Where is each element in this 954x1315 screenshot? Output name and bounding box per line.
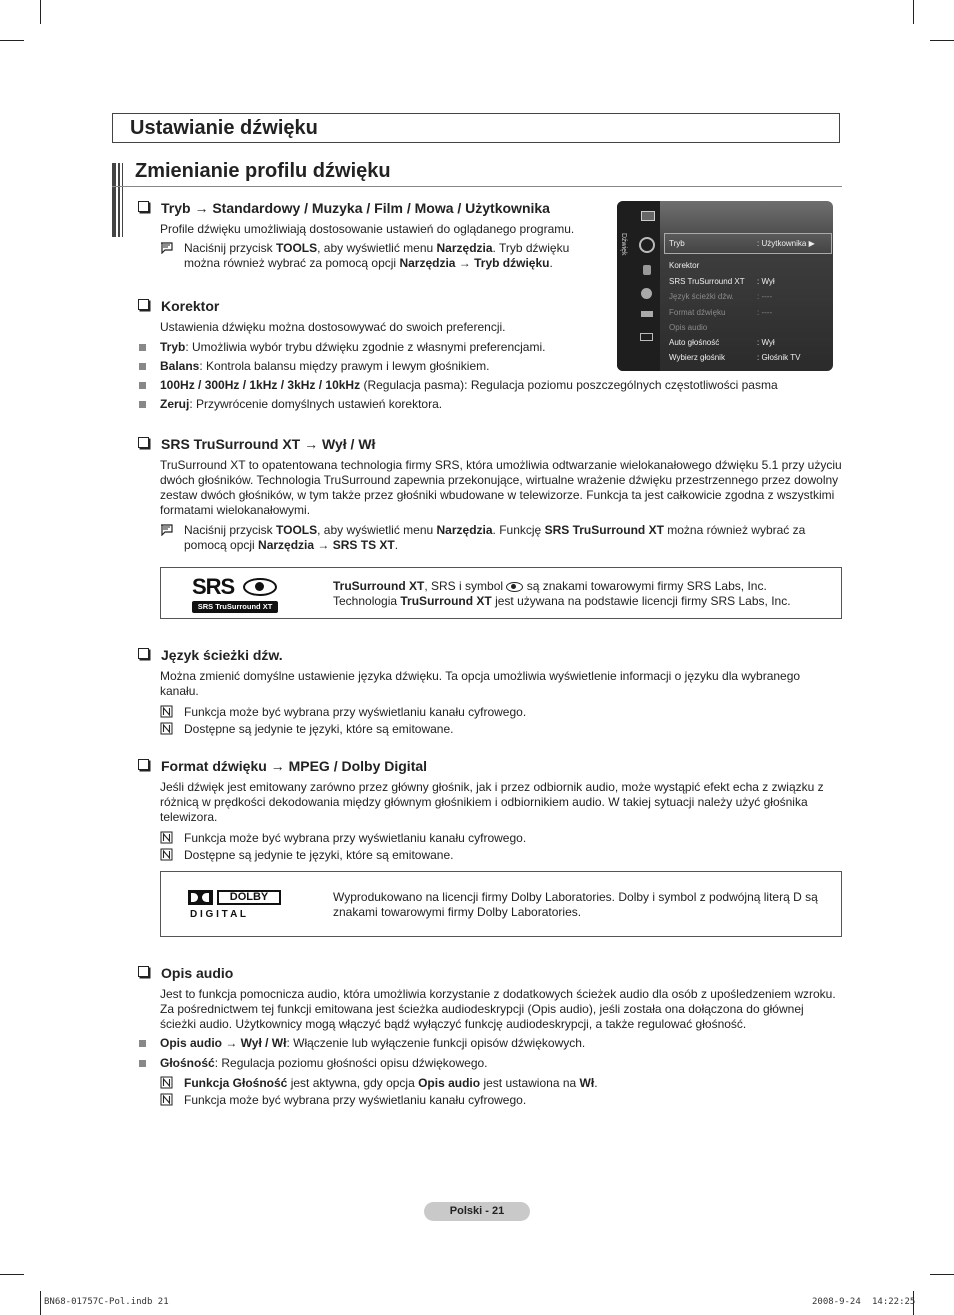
- list-item: Balans: Kontrola balansu między prawym i lewym głośnikiem.: [160, 359, 490, 373]
- jezyk-note: Dostępne są jedynie te języki, które są emitowane.: [184, 722, 453, 737]
- dolby-logo: DOLBY D I G I T A L: [188, 890, 288, 922]
- srs-logo: SRS SRS TruSurround XT: [191, 574, 281, 614]
- tv-menu-item: Korektor: [669, 261, 700, 270]
- list-item: Tryb: Umożliwia wybór trybu dźwięku zgodnie z własnymi preferencjami.: [160, 340, 546, 354]
- note-icon: [160, 848, 173, 861]
- note-icon: [160, 722, 173, 735]
- tv-menu-item: Format dźwięku: [669, 308, 726, 317]
- tv-menu-value: : Użytkownika ▶: [757, 239, 815, 248]
- jezyk-heading: Język ścieżki dźw.: [138, 647, 283, 663]
- korektor-desc: Ustawienia dźwięku można dostosowywać do swoich preferencji.: [160, 320, 506, 334]
- section-title-box: [112, 113, 840, 143]
- tv-menu-item: Język ścieżki dźw.: [669, 292, 734, 301]
- application-icon: [640, 333, 653, 341]
- crop-mark: [930, 1274, 954, 1275]
- list-item: 100Hz / 300Hz / 1kHz / 3kHz / 10kHz (Regulacja pasma): Regulacja poziomu poszczególnych częstotliwości pasma: [160, 378, 778, 392]
- title-rule: [112, 186, 842, 187]
- tv-menu-item: SRS TruSurround XT: [669, 277, 745, 286]
- format-note: Dostępne są jedynie te języki, które są emitowane.: [184, 848, 453, 863]
- tv-menu-value: : Wył: [757, 277, 775, 286]
- crop-mark: [0, 40, 24, 41]
- tryb-desc: Profile dźwięku umożliwiają dostosowanie ustawień do oglądanego programu.: [160, 222, 575, 236]
- picture-icon: [641, 211, 655, 221]
- sound-icon: [639, 237, 655, 253]
- note-icon: [160, 1093, 173, 1106]
- format-desc: Jeśli dźwięk jest emitowany zarówno przez główny głośnik, jak i przez odbiornik audio, może wystąpić efekt echa z związku z różnicą w prędkości dekodowania między głównym głośnikiem i odbiornikiem audio. W takiej sytuacji należy użyć głośnika telewizora.: [160, 780, 824, 824]
- opis-note: Funkcja może być wybrana przy wyświetlaniu kanału cyfrowego.: [184, 1093, 526, 1108]
- tv-menu-value: : ----: [757, 308, 773, 317]
- tv-menu-category: Dźwięk: [620, 233, 627, 256]
- channel-icon: [643, 265, 651, 275]
- crop-mark: [913, 0, 914, 24]
- tryb-heading: Tryb → Standardowy / Muzyka / Film / Mowa / Użytkownika: [138, 200, 550, 216]
- crop-mark: [40, 1291, 41, 1315]
- section-title: Ustawianie dźwięku: [130, 117, 318, 139]
- tv-menu-item: Tryb: [669, 239, 685, 248]
- note-icon: [160, 705, 173, 718]
- srs-symbol-icon: [506, 582, 523, 592]
- dolby-trademark-box: [160, 871, 842, 937]
- print-date: 2008-9-24: [812, 1297, 861, 1307]
- input-icon: [641, 311, 653, 317]
- crop-mark: [40, 0, 41, 24]
- format-heading: Format dźwięku → MPEG / Dolby Digital: [138, 758, 427, 774]
- tv-menu-value: : Głośnik TV: [757, 353, 801, 362]
- tv-sound-menu: [617, 201, 833, 371]
- srs-trademark-text: TruSurround XT, SRS i symbol są znakami towarowymi firmy SRS Labs, Inc. Technologia TruSurround XT jest używana na podstawie licencji firmy SRS Labs, Inc.: [333, 579, 791, 608]
- tv-menu-item: Wybierz głośnik: [669, 353, 725, 362]
- tv-menu-item: Opis audio: [669, 323, 708, 332]
- jezyk-note: Funkcja może być wybrana przy wyświetlaniu kanału cyfrowego.: [184, 705, 526, 720]
- list-item: Głośność: Regulacja poziomu głośności opisu dźwiękowego.: [160, 1056, 488, 1070]
- srs-note: Naciśnij przycisk TOOLS, aby wyświetlić menu Narzędzia. Funkcję SRS TruSurround XT można również wybrać za pomocą opcji Narzędzia → SRS TS XT.: [184, 523, 844, 553]
- print-time: 14:22:25: [872, 1297, 916, 1307]
- list-item: Opis audio → Wył / Wł: Włączenie lub wyłączenie funkcji opisów dźwiękowych.: [160, 1036, 586, 1050]
- tools-note-icon: [160, 523, 173, 536]
- srs-symbol-icon: [243, 578, 277, 596]
- tv-menu-value: : ----: [757, 292, 773, 301]
- note-icon: [160, 831, 173, 844]
- opis-heading: Opis audio: [138, 965, 233, 981]
- srs-trademark-box: [160, 567, 842, 619]
- crop-mark: [930, 40, 954, 41]
- page-number-badge: Polski - 21: [424, 1202, 530, 1221]
- tv-menu-item: Auto głośność: [669, 338, 720, 347]
- note-icon: [160, 1076, 173, 1089]
- print-file-info: BN68-01757C-Pol.indb 21: [44, 1297, 169, 1307]
- dolby-trademark-text: Wyprodukowano na licencji firmy Dolby Laboratories. Dolby i symbol z podwójną literą D są znakami towarowymi firmy Dolby Laboratories.: [333, 890, 818, 919]
- tryb-note: Naciśnij przycisk TOOLS, aby wyświetlić menu Narzędzia. Tryb dźwięku można również wybrać za pomocą opcji Narzędzia → Tryb dźwięku.: [184, 241, 584, 271]
- setup-gear-icon: [641, 288, 652, 299]
- opis-note: Funkcja Głośność jest aktywna, gdy opcja Opis audio jest ustawiona na Wł.: [184, 1076, 598, 1091]
- tv-menu-sidebar: [617, 201, 660, 371]
- srs-desc: TruSurround XT to opatentowana technologia firmy SRS, która umożliwia odtwarzanie wielokanałowego dźwięku 5.1 przy użyciu dwóch głośników. Technologia TruSurround zapewnia przekonujące, wirtualne wrażenie dźwięku przestrzennego przez dowolny zestaw dwóch głośników, w tym także przez głośniki wbudowane w telewizorze. Funkcja ta jest całkowicie zgodna z wszystkimi formatami wielokanałowymi.: [160, 458, 842, 517]
- tools-note-icon: [160, 241, 173, 254]
- korektor-heading: Korektor: [138, 298, 219, 314]
- tv-menu-value: : Wył: [757, 338, 775, 347]
- list-item: Zeruj: Przywrócenie domyślnych ustawień korektora.: [160, 397, 443, 411]
- format-note: Funkcja może być wybrana przy wyświetlaniu kanału cyfrowego.: [184, 831, 526, 846]
- opis-desc: Jest to funkcja pomocnicza audio, która umożliwia korzystanie z dodatkowych ścieżek audio dla osób z upośledzeniem wzroku. Za pośrednictwem tej funkcji emitowana jest ścieżka audiodeskrypcji (Opis audio), jeśli została ona dołączona do głównej ścieżki audio. Użytkownicy mogą włączyć bądź wyłączyć funkcję audiodeskrypcji, a także regulować głośność.: [160, 987, 836, 1031]
- double-d-icon: [188, 890, 213, 905]
- page-title: Zmienianie profilu dźwięku: [135, 160, 391, 182]
- title-side-bars: [112, 163, 126, 237]
- jezyk-desc: Można zmienić domyślne ustawienie języka dźwięku. Ta opcja umożliwia wyświetlenie informacji o języku dla wybranego kanału.: [160, 669, 801, 698]
- srs-heading: SRS TruSurround XT → Wył / Wł: [138, 436, 375, 452]
- crop-mark: [0, 1274, 24, 1275]
